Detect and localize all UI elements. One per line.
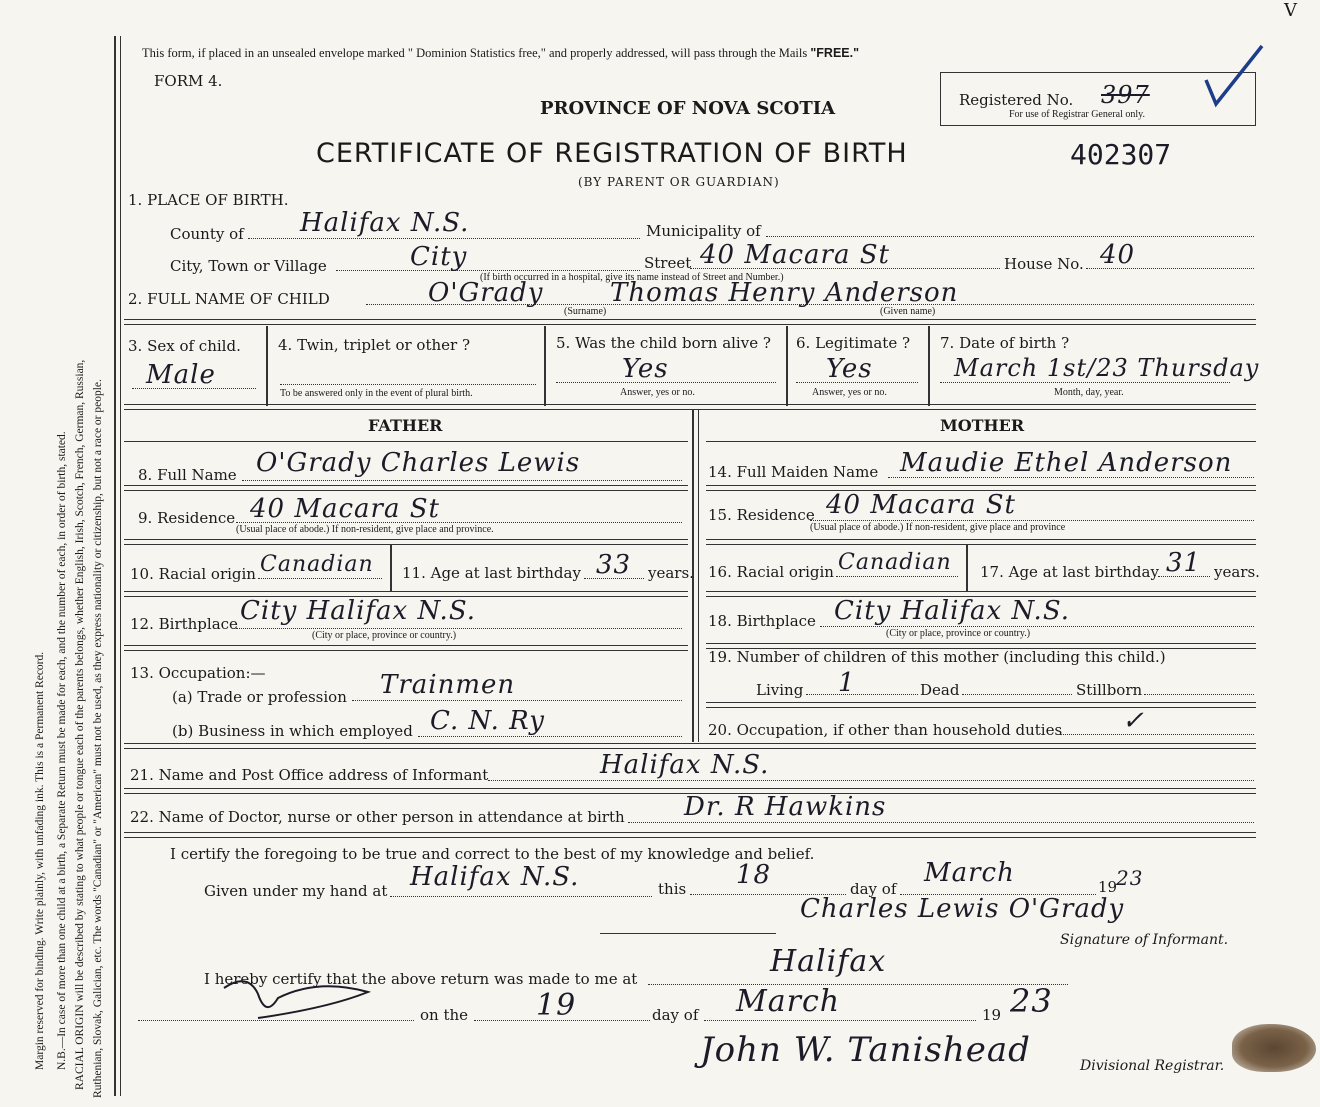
registrar-initials-mark xyxy=(218,968,388,1028)
father-occupation-label: 13. Occupation:— xyxy=(130,664,266,682)
certify-statement: I certify the foregoing to be true and correct to the best of my knowledge and belief. xyxy=(170,845,815,863)
mother-birthplace-value: City Halifax N.S. xyxy=(834,596,1070,626)
doctor-value: Dr. R Hawkins xyxy=(684,792,887,822)
father-heading: FATHER xyxy=(368,416,443,435)
mother-birthplace-note: (City or place, province or country.) xyxy=(886,628,1031,639)
margin-note-4: Ruthenian, Slovak, Galician, etc. The words "Canadian" or "American" must not be used, as they express nationality or citizenship, but not a race or people. xyxy=(92,379,104,1098)
registrar-day: 19 xyxy=(536,988,577,1023)
alive-label: 5. Was the child born alive ? xyxy=(556,334,771,352)
twin-note: To be answered only in the event of plural birth. xyxy=(280,388,473,399)
father-residence-value: 40 Macara St xyxy=(250,494,440,524)
father-age-value: 33 xyxy=(596,550,632,580)
day-value: 18 xyxy=(736,860,772,890)
dob-label: 7. Date of birth ? xyxy=(940,334,1070,352)
legitimate-value: Yes xyxy=(826,354,873,384)
stillborn-label: Stillborn xyxy=(1076,681,1143,699)
mother-years: years. xyxy=(1214,563,1260,581)
father-racial-value: Canadian xyxy=(260,552,374,577)
father-years: years. xyxy=(648,564,694,582)
margin-rule xyxy=(114,36,116,1096)
dead-label: Dead xyxy=(920,681,960,699)
father-name-label: 8. Full Name xyxy=(138,466,237,484)
registered-label: Registered No. xyxy=(959,91,1074,109)
county-label: County of xyxy=(170,225,244,243)
alive-note: Answer, yes or no. xyxy=(620,387,695,398)
province-heading: PROVINCE OF NOVA SCOTIA xyxy=(540,98,836,119)
father-racial-label: 10. Racial origin xyxy=(130,565,256,583)
mother-name-label: 14. Full Maiden Name xyxy=(708,463,879,481)
father-residence-label: 9. Residence xyxy=(138,509,236,527)
informant-signature: Charles Lewis O'Grady xyxy=(800,894,1125,924)
father-age-label: 11. Age at last birthday xyxy=(402,564,581,582)
mother-abode-note: (Usual place of abode.) If non-resident, give place and province xyxy=(810,522,1066,533)
mother-racial-value: Canadian xyxy=(838,550,952,575)
corner-mark: V xyxy=(1284,0,1297,21)
ink-stain xyxy=(1232,1024,1316,1072)
mother-age-value: 31 xyxy=(1166,548,1202,578)
registrar-statement: I hereby certify that the above return was made to me at xyxy=(204,970,638,988)
given-note: (Given name) xyxy=(880,306,936,317)
hospital-note: (If birth occurred in a hospital, give its name instead of Street and Number.) xyxy=(480,272,784,283)
registered-number: 397 xyxy=(1101,81,1150,109)
signature-label: Signature of Informant. xyxy=(1060,932,1229,948)
given-label: Given under my hand at xyxy=(204,882,388,900)
living-value: 1 xyxy=(838,668,856,698)
month-value: March xyxy=(924,858,1015,888)
dayof-label: day of xyxy=(850,880,897,898)
year-value: 23 xyxy=(1116,866,1144,890)
children-label: 19. Number of children of this mother (including this child.) xyxy=(708,648,1166,666)
mother-residence-label: 15. Residence xyxy=(708,506,815,524)
year-prefix: 19 xyxy=(1098,878,1118,896)
informant-label: 21. Name and Post Office address of Informant xyxy=(130,766,489,784)
mother-occupation-value: ✓ xyxy=(1122,706,1145,736)
place-of-birth-heading: 1. PLACE OF BIRTH. xyxy=(128,191,289,209)
mother-residence-value: 40 Macara St xyxy=(826,490,1016,520)
sex-value: Male xyxy=(146,360,216,390)
check-mark-icon xyxy=(1200,40,1270,110)
house-value: 40 xyxy=(1100,240,1136,270)
trade-value: Trainmen xyxy=(380,670,516,700)
legitimate-note: Answer, yes or no. xyxy=(812,387,887,398)
father-birthplace-label: 12. Birthplace xyxy=(130,615,238,633)
doctor-label: 22. Name of Doctor, nurse or other person in attendance at birth xyxy=(130,808,625,826)
mother-birthplace-label: 18. Birthplace xyxy=(708,612,816,630)
surname-note: (Surname) xyxy=(564,306,607,317)
municipality-label: Municipality of xyxy=(646,222,761,240)
registrar-year: 23 xyxy=(1010,982,1053,1020)
registrar-label: Divisional Registrar. xyxy=(1080,1058,1225,1074)
mother-occupation-label: 20. Occupation, if other than household duties xyxy=(708,721,1063,739)
city-value: City xyxy=(410,242,468,272)
street-value: 40 Macara St xyxy=(700,240,890,270)
this-label: this xyxy=(658,880,687,898)
mother-racial-label: 16. Racial origin xyxy=(708,563,834,581)
reg-dayof-label: day of xyxy=(652,1006,699,1024)
certificate-title: CERTIFICATE OF REGISTRATION OF BIRTH xyxy=(316,138,908,169)
certificate-number: 402307 xyxy=(1070,138,1172,171)
alive-value: Yes xyxy=(622,354,669,384)
margin-rule-inner xyxy=(120,36,121,1096)
living-label: Living xyxy=(756,681,804,699)
county-value: Halifax N.S. xyxy=(300,208,470,238)
on-the-label: on the xyxy=(420,1006,469,1024)
mother-heading: MOTHER xyxy=(940,416,1025,435)
father-birthplace-value: City Halifax N.S. xyxy=(240,596,476,626)
trade-label: (a) Trade or profession xyxy=(172,688,347,706)
margin-note-3: RACIAL ORIGIN will be described by stating to what people or tongue each of the parents belongs, whether English, Irish, Scotch, French, German, Russian, xyxy=(74,359,86,1090)
business-value: C. N. Ry xyxy=(430,706,545,736)
child-surname: O'Grady xyxy=(428,278,544,308)
mail-notice: This form, if placed in an unsealed envelope marked " Dominion Statistics free," and properly addressed, will pass through the Mails "FREE." xyxy=(142,46,860,60)
child-name-label: 2. FULL NAME OF CHILD xyxy=(128,290,330,308)
mother-name-value: Maudie Ethel Anderson xyxy=(900,448,1233,478)
street-label: Street xyxy=(644,254,692,272)
dob-note: Month, day, year. xyxy=(1054,387,1124,398)
mother-age-label: 17. Age at last birthday xyxy=(980,563,1159,581)
child-given-names: Thomas Henry Anderson xyxy=(610,278,959,308)
father-abode-note: (Usual place of abode.) If non-resident, give place and province. xyxy=(236,524,494,535)
legitimate-label: 6. Legitimate ? xyxy=(796,334,911,352)
registrar-place: Halifax xyxy=(770,944,887,979)
registrar-signature: John W. Tanishead xyxy=(700,1030,1031,1070)
business-label: (b) Business in which employed xyxy=(172,722,413,740)
informant-value: Halifax N.S. xyxy=(600,750,770,780)
sex-label: 3. Sex of child. xyxy=(128,337,241,355)
father-name-value: O'Grady Charles Lewis xyxy=(256,448,581,478)
father-birthplace-note: (City or place, province or country.) xyxy=(312,630,457,641)
twin-label: 4. Twin, triplet or other ? xyxy=(278,336,470,354)
given-place: Halifax N.S. xyxy=(410,862,580,892)
dob-value: March 1st/23 Thursday xyxy=(954,354,1260,382)
margin-note-1: Margin reserved for binding. Write plainly, with unfading ink. This is a Permanent Record. xyxy=(34,651,46,1070)
form-number: FORM 4. xyxy=(154,72,223,90)
city-label: City, Town or Village xyxy=(170,257,327,275)
margin-note-2: N.B.—In case of more than one child at a birth, a Separate Return must be made for each, and the number of each, in order of birth, stated. xyxy=(56,431,68,1070)
reg-year-prefix: 19 xyxy=(982,1006,1002,1024)
registrar-month: March xyxy=(736,984,841,1019)
house-label: House No. xyxy=(1004,255,1084,273)
registrar-note: For use of Registrar General only. xyxy=(1009,109,1145,120)
certificate-subtitle: (BY PARENT OR GUARDIAN) xyxy=(578,175,780,189)
